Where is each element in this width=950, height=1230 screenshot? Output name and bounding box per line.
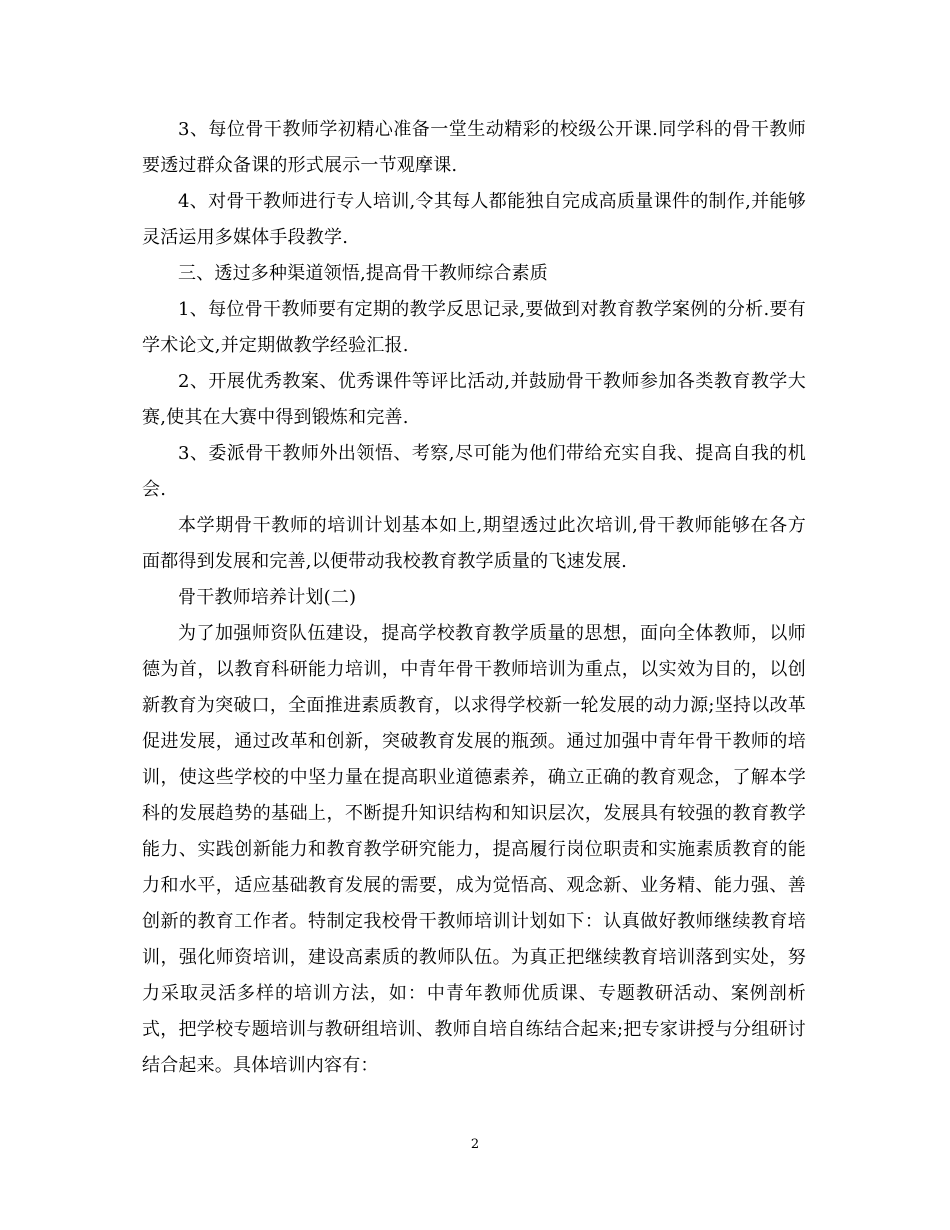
paragraph-item-3-visits: 3、委派骨干教师外出领悟、考察,尽可能为他们带给充实自我、提高自我的机会.	[142, 443, 806, 500]
paragraph-item-4-training: 4、对骨干教师进行专人培训,令其每人都能独自完成高质量课件的制作,并能够灵活运用多媒体手段教学.	[142, 191, 806, 248]
paragraph-plan-intro: 为了加强师资队伍建设，提高学校教育教学质量的思想，面向全体教师，以师德为首，以教育科研能力培训，中青年骨干教师培训为重点，以实效为目的，以创新教育为突破口，全面推进素质教育，以求得学校新一轮发展的动力源;坚持以改革促进发展，通过改革和创新，突破教育发展的瓶颈。通过加强中青年骨干教师的培训，使这些学校的中坚力量在提高职业道德素养，确立正确的教育观念，了解本学科的发展趋势的基础上，不断提升知识结构和知识层次，发展具有较强的教育教学能力、实践创新能力和教育教学研究能力，提高履行岗位职责和实施素质教育的能力和水平，适应基础教育发展的需要，成为觉悟高、观念新、业务精、能力强、善创新的教育工作者。特制定我校骨干教师培训计划如下：认真做好教师继续教育培训，强化师资培训，建设高素质的教师队伍。为真正把继续教育培训落到实处，努力采取灵活多样的培训方法，如：中青年教师优质课、专题教研活动、案例剖析式，把学校专题培训与教研组培训、教师自培自练结合起来;把专家讲授与分组研讨结合起来。具体培训内容有：	[142, 623, 806, 1076]
section-title-plan-two: 骨干教师培养计划(二)	[178, 587, 357, 608]
paragraph-item-1-reflection: 1、每位骨干教师要有定期的教学反思记录,要做到对教育教学案例的分析.要有学术论文,并定期做教学经验汇报.	[142, 299, 806, 356]
paragraph-item-2-competition: 2、开展优秀教案、优秀课件等评比活动,并鼓励骨干教师参加各类教育教学大赛,使其在大赛中得到锻炼和完善.	[142, 371, 806, 428]
paragraph-item-3-open-class: 3、每位骨干教师学初精心准备一堂生动精彩的校级公开课.同学科的骨干教师要透过群众备课的形式展示一节观摩课.	[142, 119, 806, 176]
paragraph-summary: 本学期骨干教师的培训计划基本如上,期望透过此次培训,骨干教师能够在各方面都得到发展和完善,以便带动我校教育教学质量的飞速发展.	[142, 515, 806, 572]
section-heading-3: 三、透过多种渠道领悟,提高骨干教师综合素质	[178, 263, 548, 284]
document-body	[142, 112, 806, 1084]
page-number: 2	[470, 1137, 480, 1152]
